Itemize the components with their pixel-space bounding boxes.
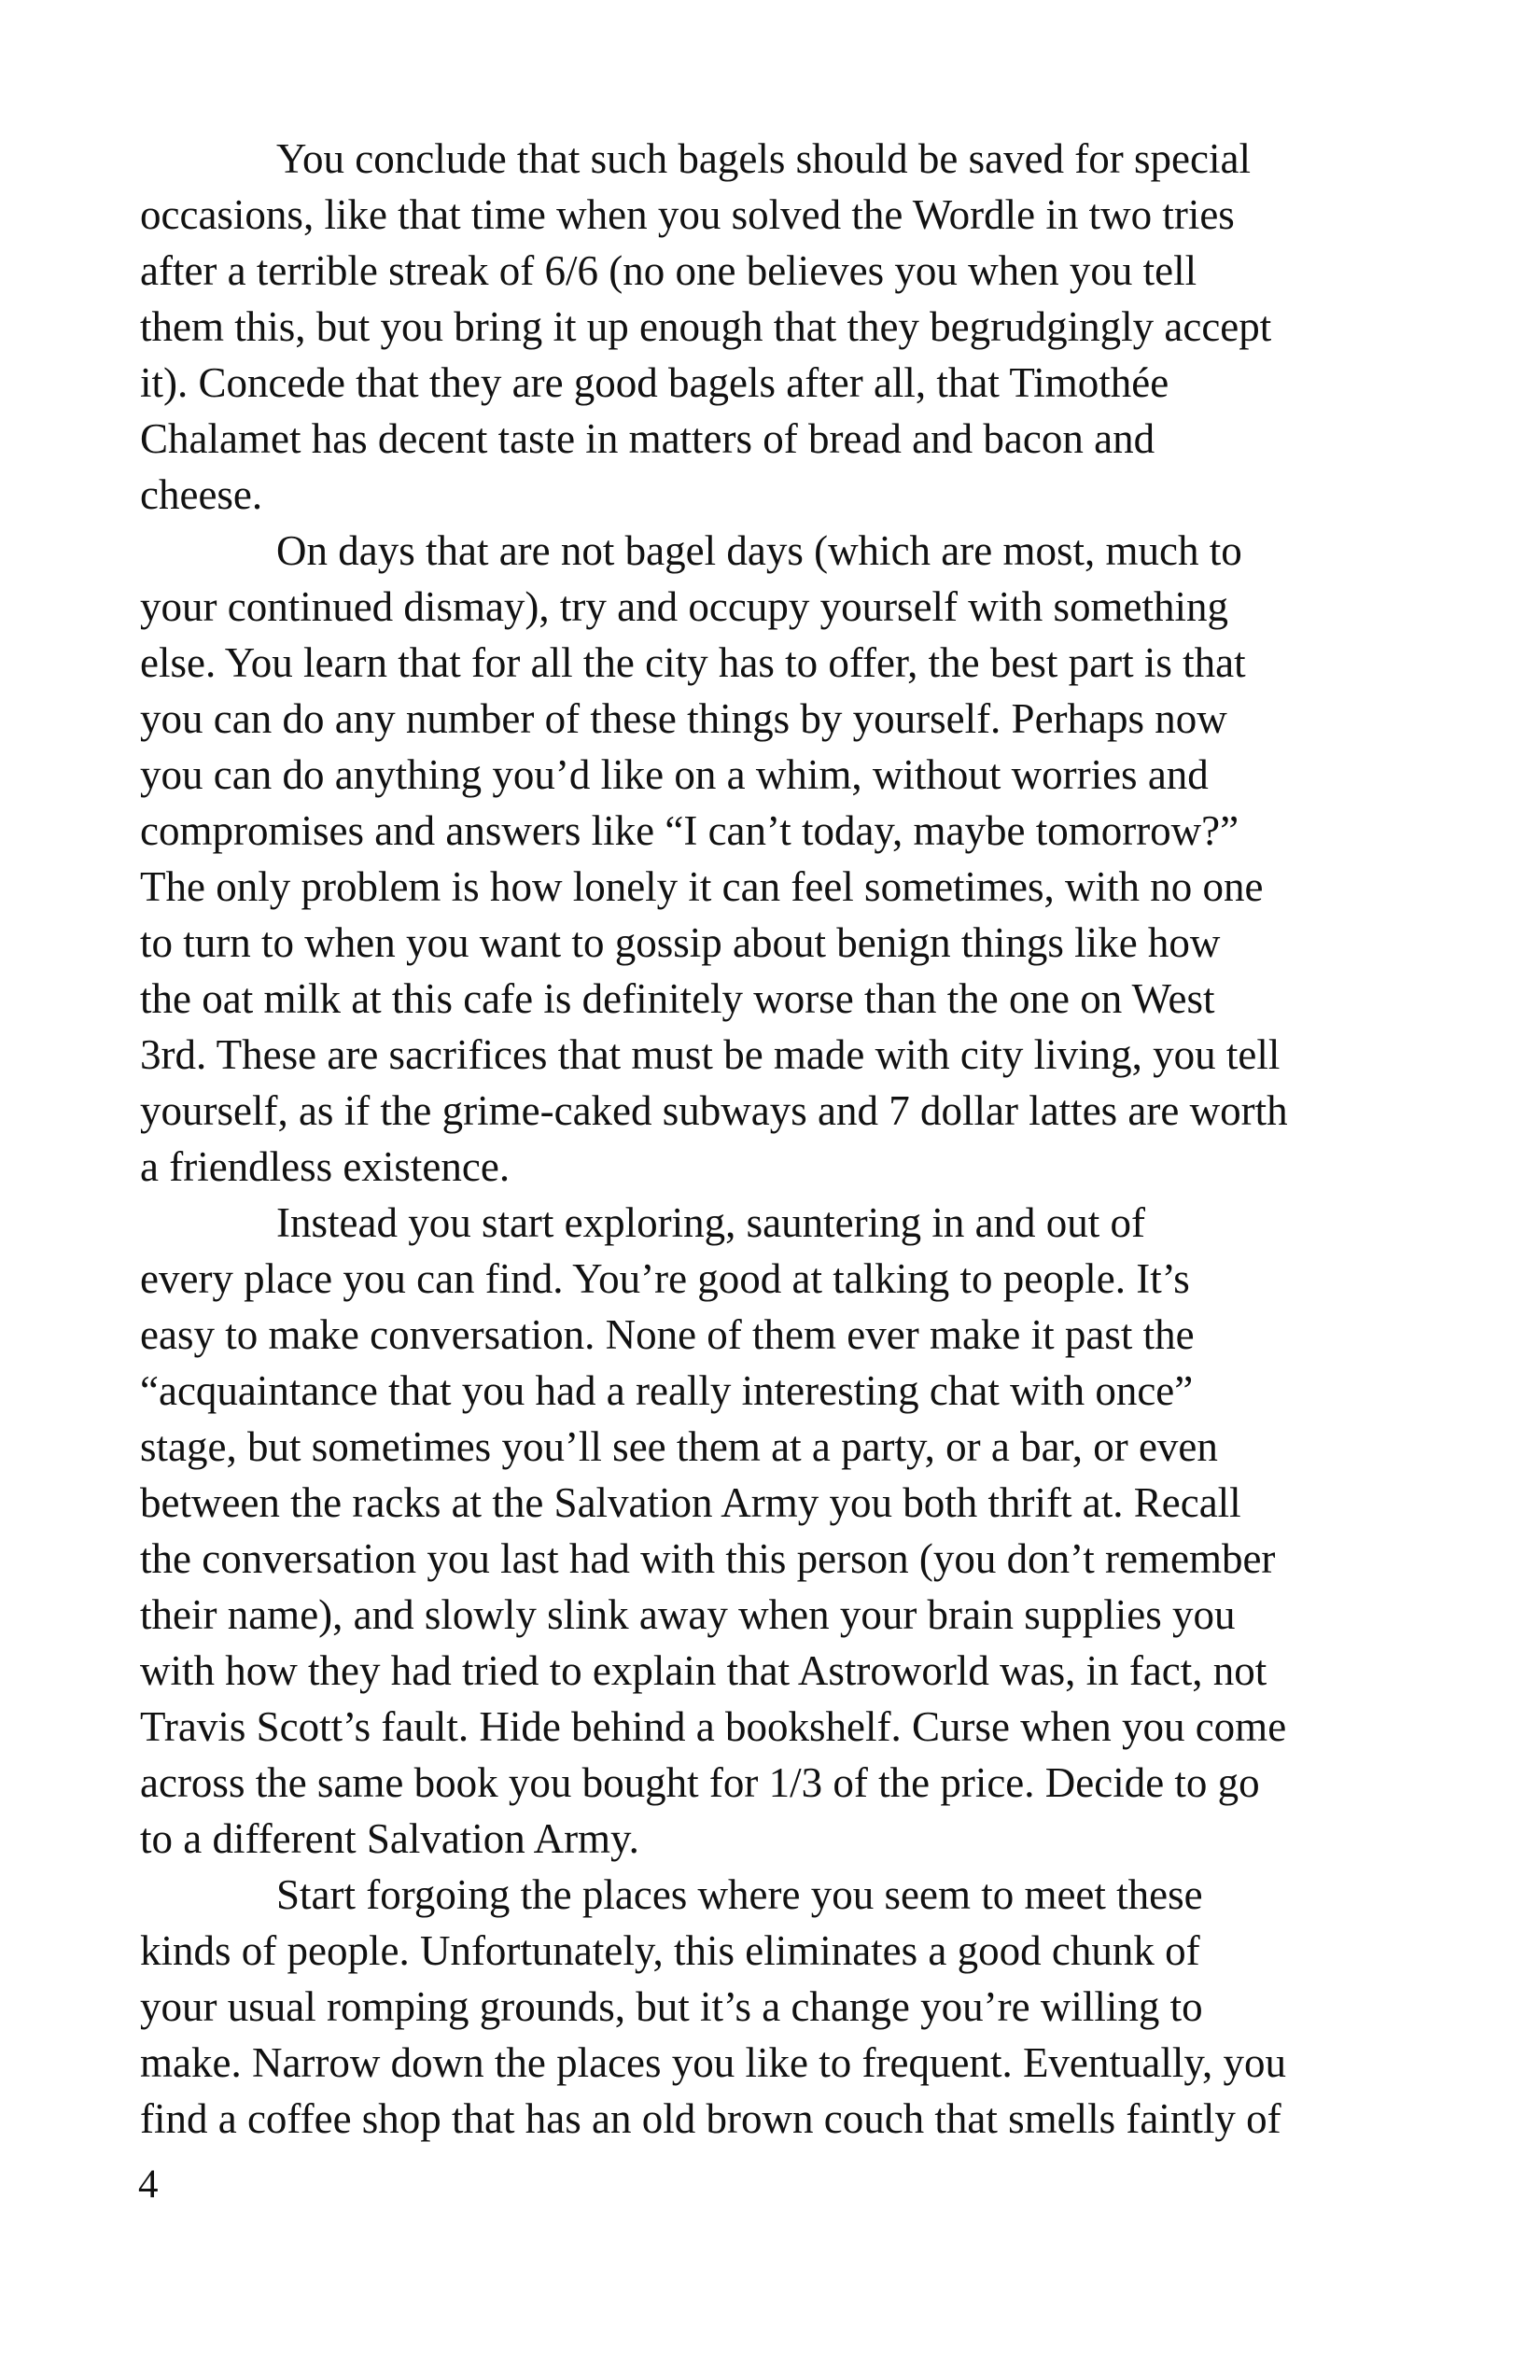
text-line: The only problem is how lonely it can feel sometimes, with no one xyxy=(140,863,1264,910)
text-line: you can do any number of these things by yourself. Perhaps now xyxy=(140,695,1227,742)
text-line: to a different Salvation Army. xyxy=(140,1815,639,1862)
text-line: it). Concede that they are good bagels after all, that Timothée xyxy=(140,359,1169,406)
text-line: after a terrible streak of 6/6 (no one believes you when you tell xyxy=(140,247,1197,294)
text-line: make. Narrow down the places you like to frequent. Eventually, you xyxy=(140,2039,1286,2086)
text-line: your continued dismay), try and occupy yourself with something xyxy=(140,583,1229,630)
text-line: else. You learn that for all the city has to offer, the best part is that xyxy=(140,639,1246,686)
text-line: between the racks at the Salvation Army you both thrift at. Recall xyxy=(140,1479,1241,1526)
text-line: you can do anything you’d like on a whim, without worries and xyxy=(140,751,1209,798)
text-line: Instead you start exploring, sauntering in and out of xyxy=(276,1199,1146,1246)
paragraph xyxy=(140,1195,1400,1867)
text-line: them this, but you bring it up enough that they begrudgingly accept xyxy=(140,303,1272,350)
text-line: the oat milk at this cafe is definitely worse than the one on West xyxy=(140,975,1215,1022)
text-line: Start forgoing the places where you seem to meet these xyxy=(276,1871,1203,1918)
text-line: stage, but sometimes you’ll see them at a party, or a bar, or even xyxy=(140,1423,1218,1470)
text-line: 3rd. These are sacrifices that must be made with city living, you tell xyxy=(140,1031,1281,1078)
text-line: occasions, like that time when you solved the Wordle in two tries xyxy=(140,191,1235,238)
text-line: their name), and slowly slink away when your brain supplies you xyxy=(140,1591,1236,1638)
text-line: On days that are not bagel days (which are most, much to xyxy=(276,527,1242,574)
text-line: every place you can find. You’re good at talking to people. It’s xyxy=(140,1255,1190,1302)
text-line: to turn to when you want to gossip about benign things like how xyxy=(140,919,1221,966)
text-line: compromises and answers like “I can’t today, maybe tomorrow?” xyxy=(140,807,1239,854)
text-line: easy to make conversation. None of them ever make it past the xyxy=(140,1311,1195,1358)
text-line: “acquaintance that you had a really interesting chat with once” xyxy=(140,1367,1194,1414)
text-line: yourself, as if the grime-caked subways and 7 dollar lattes are worth xyxy=(140,1087,1288,1134)
paragraph xyxy=(140,131,1400,523)
page-number: 4 xyxy=(138,2163,159,2206)
text-line: the conversation you last had with this person (you don’t remember xyxy=(140,1535,1276,1582)
page-body xyxy=(140,131,1400,2147)
text-line: cheese. xyxy=(140,471,263,518)
text-line: a friendless existence. xyxy=(140,1143,511,1190)
text-line: Chalamet has decent taste in matters of bread and bacon and xyxy=(140,415,1155,462)
text-line: your usual romping grounds, but it’s a change you’re willing to xyxy=(140,1983,1203,2030)
text-line: You conclude that such bagels should be saved for special xyxy=(276,135,1251,182)
paragraph xyxy=(140,1867,1400,2147)
paragraph xyxy=(140,523,1400,1195)
text-line: find a coffee shop that has an old brown couch that smells faintly of xyxy=(140,2095,1281,2142)
text-line: kinds of people. Unfortunately, this eliminates a good chunk of xyxy=(140,1927,1200,1974)
text-line: Travis Scott’s fault. Hide behind a bookshelf. Curse when you come xyxy=(140,1703,1287,1750)
text-line: with how they had tried to explain that Astroworld was, in fact, not xyxy=(140,1647,1267,1694)
text-line: across the same book you bought for 1/3 of the price. Decide to go xyxy=(140,1759,1260,1806)
